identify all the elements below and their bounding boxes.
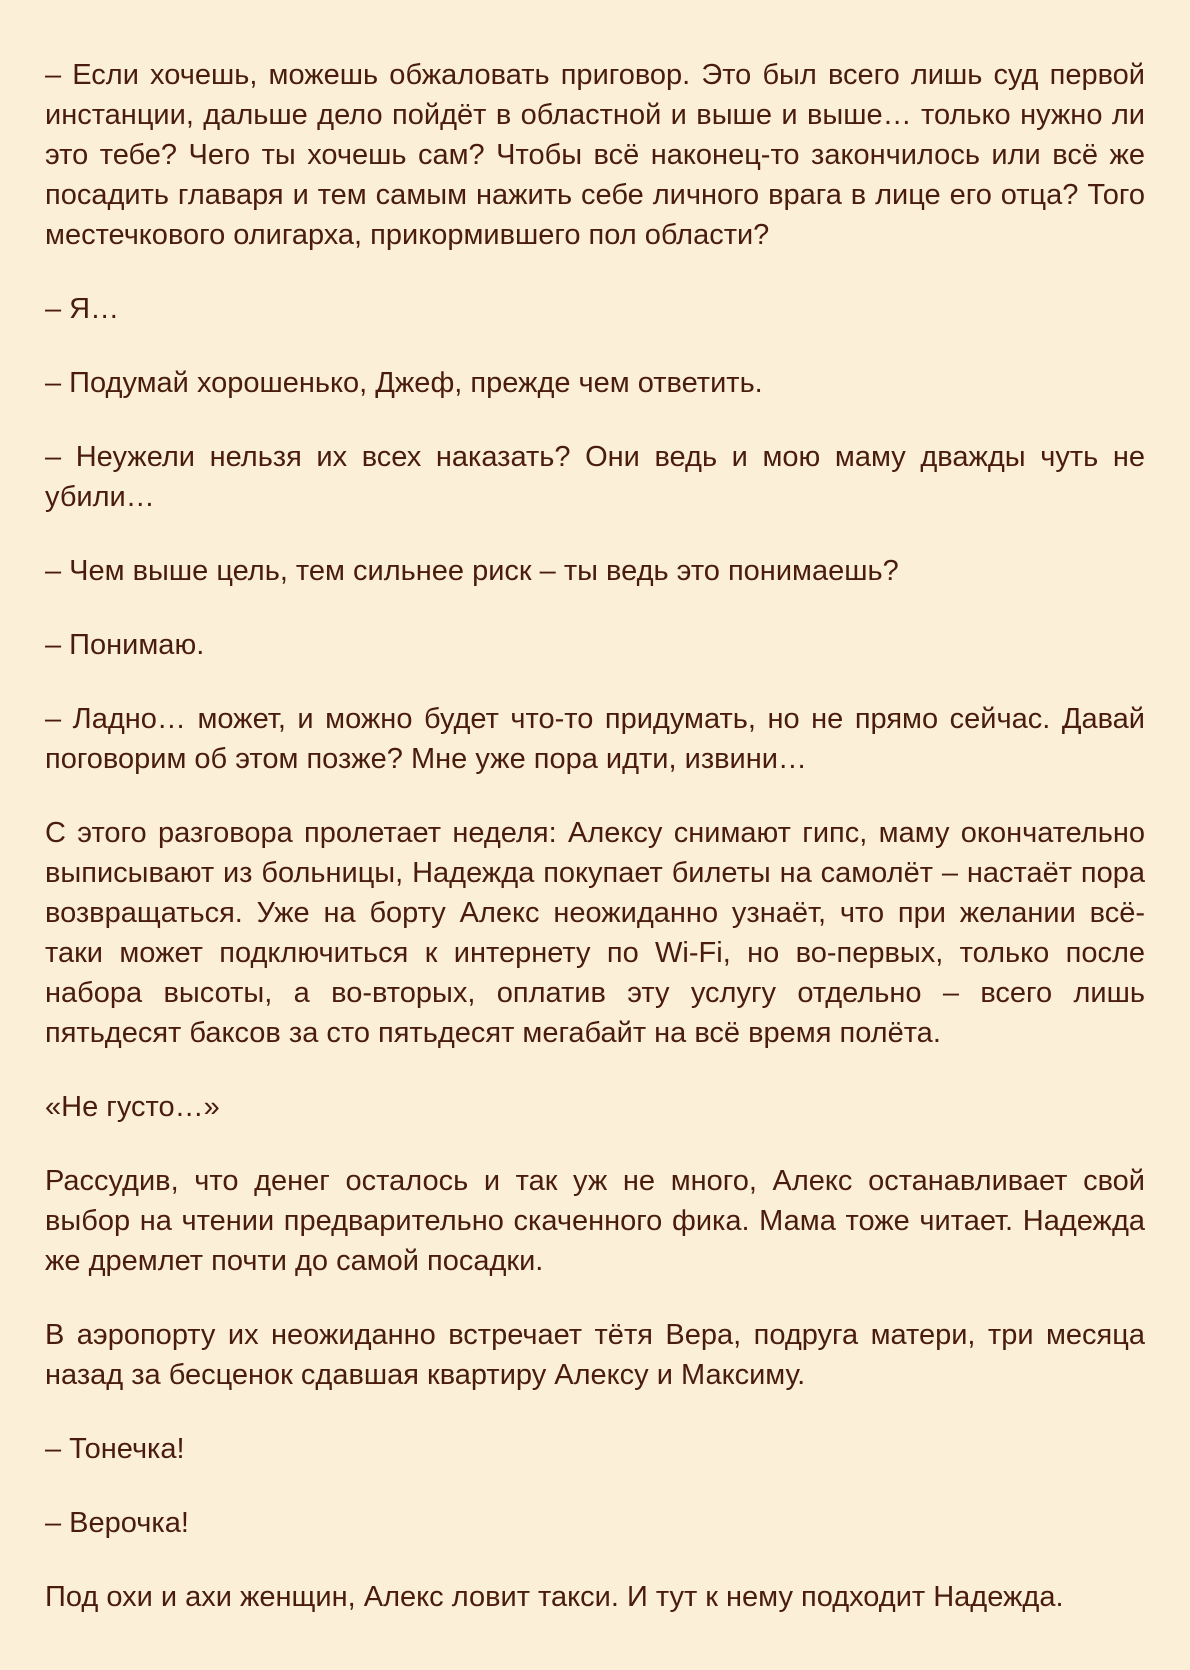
paragraph-14: Под охи и ахи женщин, Алекс ловит такси. И тут к нему подходит Надежда.: [45, 1581, 1064, 1613]
paragraph-8: С этого разговора пролетает неделя: Алексу снимают гипс, маму окончательно выписывают из больницы, Надежда покупает билеты на самолёт – настаёт пора возвращаться. Уже на борту Алекс неожиданно узнаёт, что при желании всё-таки может подключиться к интернету по Wi-Fi, но во-первых, только после набора высоты, а во-вторых, оплатив эту услугу отдельно – всего лишь пятьдесят баксов за сто пятьдесят мегабайт на всё время полёта.: [45, 817, 1145, 1049]
paragraph-1: – Если хочешь, можешь обжаловать приговор. Это был всего лишь суд первой инстанции, дальше дело пойдёт в областной и выше и выше… только нужно ли это тебе? Чего ты хочешь сам? Чтобы всё наконец-то закончилось или всё же посадить главаря и тем самым нажить себе личного врага в лице его отца? Того местечкового олигарха, прикормившего пол области?: [45, 59, 1145, 251]
paragraph-6: – Понимаю.: [45, 629, 205, 661]
paragraph-3: – Подумай хорошенько, Джеф, прежде чем ответить.: [45, 367, 763, 399]
paragraph-12: – Тонечка!: [45, 1433, 185, 1465]
paragraph-9: «Не густо…»: [45, 1091, 220, 1123]
paragraph-4: – Неужели нельзя их всех наказать? Они ведь и мою маму дважды чуть не убили…: [45, 441, 1145, 513]
paragraph-10: Рассудив, что денег осталось и так уж не много, Алекс останавливает свой выбор на чтении предварительно скаченного фика. Мама тоже читает. Надежда же дремлет почти до самой посадки.: [45, 1165, 1145, 1277]
paragraph-5: – Чем выше цель, тем сильнее риск – ты ведь это понимаешь?: [45, 555, 899, 587]
paragraph-13: – Верочка!: [45, 1507, 189, 1539]
paragraph-2: – Я…: [45, 293, 120, 325]
paragraph-7: – Ладно… может, и можно будет что-то придумать, но не прямо сейчас. Давай поговорим об этом позже? Мне уже пора идти, извини…: [45, 703, 1145, 775]
paragraph-11: В аэропорту их неожиданно встречает тётя Вера, подруга матери, три месяца назад за бесценок сдавшая квартиру Алексу и Максиму.: [45, 1319, 1145, 1391]
